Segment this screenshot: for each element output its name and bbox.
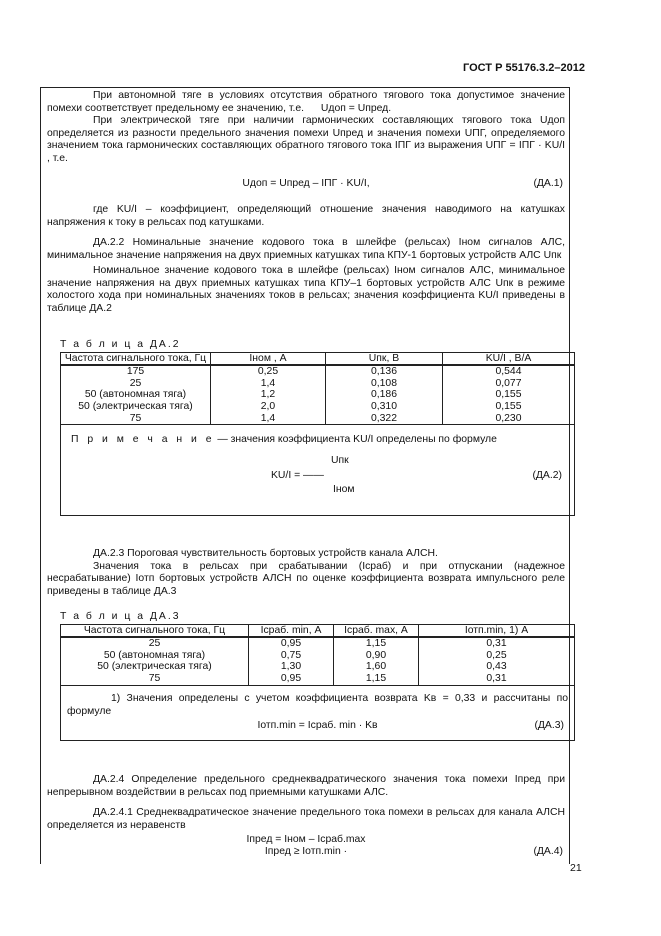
table-cell: 0,75 — [249, 650, 334, 662]
table-cell: 0,90 — [334, 650, 419, 662]
paragraph-autonomous — [47, 90, 565, 115]
table-header-row — [61, 352, 575, 365]
table-da2 — [60, 352, 575, 517]
table-row — [61, 650, 575, 662]
note-text: — значения коэффициента KU/I определены по формуле — [217, 434, 497, 446]
header-cell: KU/I , В/А — [443, 352, 575, 365]
paragraph-text: При автономной тяге в условиях отсутствия обратного тягового тока допустимое значение помехи соответствует предельному ее значению, т.е. — [47, 90, 565, 114]
header-cell: Iотп.min, 1) А — [419, 624, 575, 637]
table-cell: 1,60 — [334, 661, 419, 673]
equation-number: (ДА.3) — [534, 719, 564, 731]
equation-text: Iотп.min = Iсраб. min · Kв — [257, 719, 378, 731]
equation-da4 — [47, 834, 565, 858]
table-cell: 2,0 — [211, 401, 326, 413]
table-row — [61, 365, 575, 378]
paragraph-electric: При электрической тяге при наличии гармонических составляющих тягового тока Uдоп определяется из разности предельного значения помехи Uпред и значения помехи UПГ, определяемого значением тока гармонических составляющих обратного тягового тока IПГ из выражения UПГ = IПГ · KU/I , т.е. — [47, 115, 565, 164]
table-cell: 0,25 — [419, 650, 575, 662]
header-cell: Частота сигнального тока, Гц — [61, 624, 249, 637]
table-cell: 0,155 — [443, 401, 575, 413]
paragraph-da23: ДА.2.3 Пороговая чувствительность бортовых устройств канала АЛСН. — [93, 548, 438, 559]
table-cell: 175 — [61, 365, 211, 378]
table-cell: 0,43 — [419, 661, 575, 673]
table-row — [61, 673, 575, 685]
table-cell: 0,95 — [249, 673, 334, 685]
table-cell: 25 — [61, 378, 211, 390]
page-number: 21 — [570, 862, 582, 874]
paragraph-nominal: Номинальное значение кодового тока в шлейфе (рельсах) Iном сигналов АЛС, минимальное значение напряжения на двух приемных катушках типа КПУ–1 бортовых устройств АЛС Uпк в режиме холостого хода при номинальных значениях токов в рельсах; значения коэффициента KU/I приведены в таблице ДА.2 — [47, 265, 565, 314]
table-da3 — [60, 624, 575, 741]
table-caption: Т а б л и ц а ДА.3 — [60, 611, 181, 622]
eq2-numerator: Uпк — [331, 455, 349, 467]
table-caption: Т а б л и ц а ДА.2 — [60, 339, 181, 350]
paragraph-da241: ДА.2.4.1 Среднеквадратическое значение предельного тока помехи в рельсах для канала АЛСН определяется из неравенств — [47, 807, 565, 831]
header-cell: Uпк, В — [326, 352, 443, 365]
table-row — [61, 637, 575, 650]
section-da24 — [47, 774, 565, 832]
table-cell: 0,108 — [326, 378, 443, 390]
table-note — [71, 434, 497, 446]
document-header: ГОСТ Р 55176.3.2–2012 — [462, 62, 585, 74]
table-row — [61, 661, 575, 673]
section-da23 — [47, 548, 565, 598]
note-label: П р и м е ч а н и е — [71, 434, 215, 446]
header-cell: Iсраб. min, А — [249, 624, 334, 637]
table-da3-block — [47, 611, 568, 741]
table-row — [61, 413, 575, 425]
equation-da1 — [47, 178, 565, 192]
table-cell: 1,15 — [334, 673, 419, 685]
header-cell: Iном , А — [211, 352, 326, 365]
table-cell: 75 — [61, 413, 211, 425]
table-cell: 0,136 — [326, 365, 443, 378]
table-row — [61, 401, 575, 413]
table-cell: 25 — [61, 637, 249, 650]
section-p3 — [47, 204, 565, 229]
table-cell: 75 — [61, 673, 249, 685]
equation-line: Iпред ≥ Iотп.min · — [264, 846, 348, 857]
eq2-lhs: KU/I = —— — [271, 470, 324, 482]
table-cell: 0,155 — [443, 389, 575, 401]
paragraph-da24: ДА.2.4 Определение предельного среднеквадратического значения тока помехи Iпред при непрерывном воздействии в рельсах под приемными катушками АЛС. — [47, 774, 565, 798]
table-row — [61, 389, 575, 401]
table-cell: 50 (электрическая тяга) — [61, 401, 211, 413]
inline-equation: Uдоп = Uпред. — [320, 102, 392, 114]
table-note-row — [61, 425, 575, 516]
table-note-row — [61, 685, 575, 740]
table-cell: 50 (автономная тяга) — [61, 650, 249, 662]
equation-line: Iпред = Iном – Iсраб.max — [246, 834, 366, 845]
table-cell: 50 (электрическая тяга) — [61, 661, 249, 673]
table-da2-block — [47, 339, 565, 516]
table-cell: 1,2 — [211, 389, 326, 401]
eq2-denominator: Iном — [333, 484, 355, 496]
paragraph-coefficient: где KU/I – коэффициент, определяющий отношение значения наводимого на катушках напряжения к току в рельсах под катушками. — [47, 204, 565, 228]
table-cell: 0,310 — [326, 401, 443, 413]
table-cell: 1,15 — [334, 637, 419, 650]
section-da22 — [47, 237, 565, 316]
paragraph-da22: ДА.2.2 Номинальные значение кодового тока в шлейфе (рельсах) Iном сигналов АЛС, минимальное значение напряжения на двух приемных катушках типа КПУ-1 бортовых устройств АЛС Uпк — [47, 237, 565, 261]
table-cell: 0,077 — [443, 378, 575, 390]
table-cell: 1,30 — [249, 661, 334, 673]
equation-number: (ДА.1) — [533, 178, 563, 189]
table-cell: 0,186 — [326, 389, 443, 401]
table-cell: 0,230 — [443, 413, 575, 425]
table-cell: 1,4 — [211, 378, 326, 390]
table-row — [61, 378, 575, 390]
table-cell: 0,95 — [249, 637, 334, 650]
table-cell: 0,31 — [419, 673, 575, 685]
equation-number: (ДА.4) — [533, 846, 563, 857]
equation-number: (ДА.2) — [532, 470, 562, 482]
header-cell: Iсраб. max, А — [334, 624, 419, 637]
table-cell: 0,25 — [211, 365, 326, 378]
section-p1 — [47, 90, 565, 166]
table-note: 1) Значения определены с учетом коэффициента возврата Kв = 0,33 и рассчитаны по формуле — [67, 692, 568, 717]
equation-text: Uдоп = Uпред – IПГ · KU/I, — [242, 178, 370, 189]
table-cell: 0,322 — [326, 413, 443, 425]
table-header-row — [61, 624, 575, 637]
table-cell: 0,544 — [443, 365, 575, 378]
header-cell: Частота сигнального тока, Гц — [61, 352, 211, 365]
table-cell: 1,4 — [211, 413, 326, 425]
table-cell: 50 (автономная тяга) — [61, 389, 211, 401]
paragraph-current-values: Значения тока в рельсах при срабатывании (Iсраб) и при отпускании (надежное несрабатывание) Iотп бортовых устройств АЛСН по оценке коэффициента возврата импульсного реле приведены в таблице ДА.3 — [47, 560, 565, 597]
table-cell: 0,31 — [419, 637, 575, 650]
